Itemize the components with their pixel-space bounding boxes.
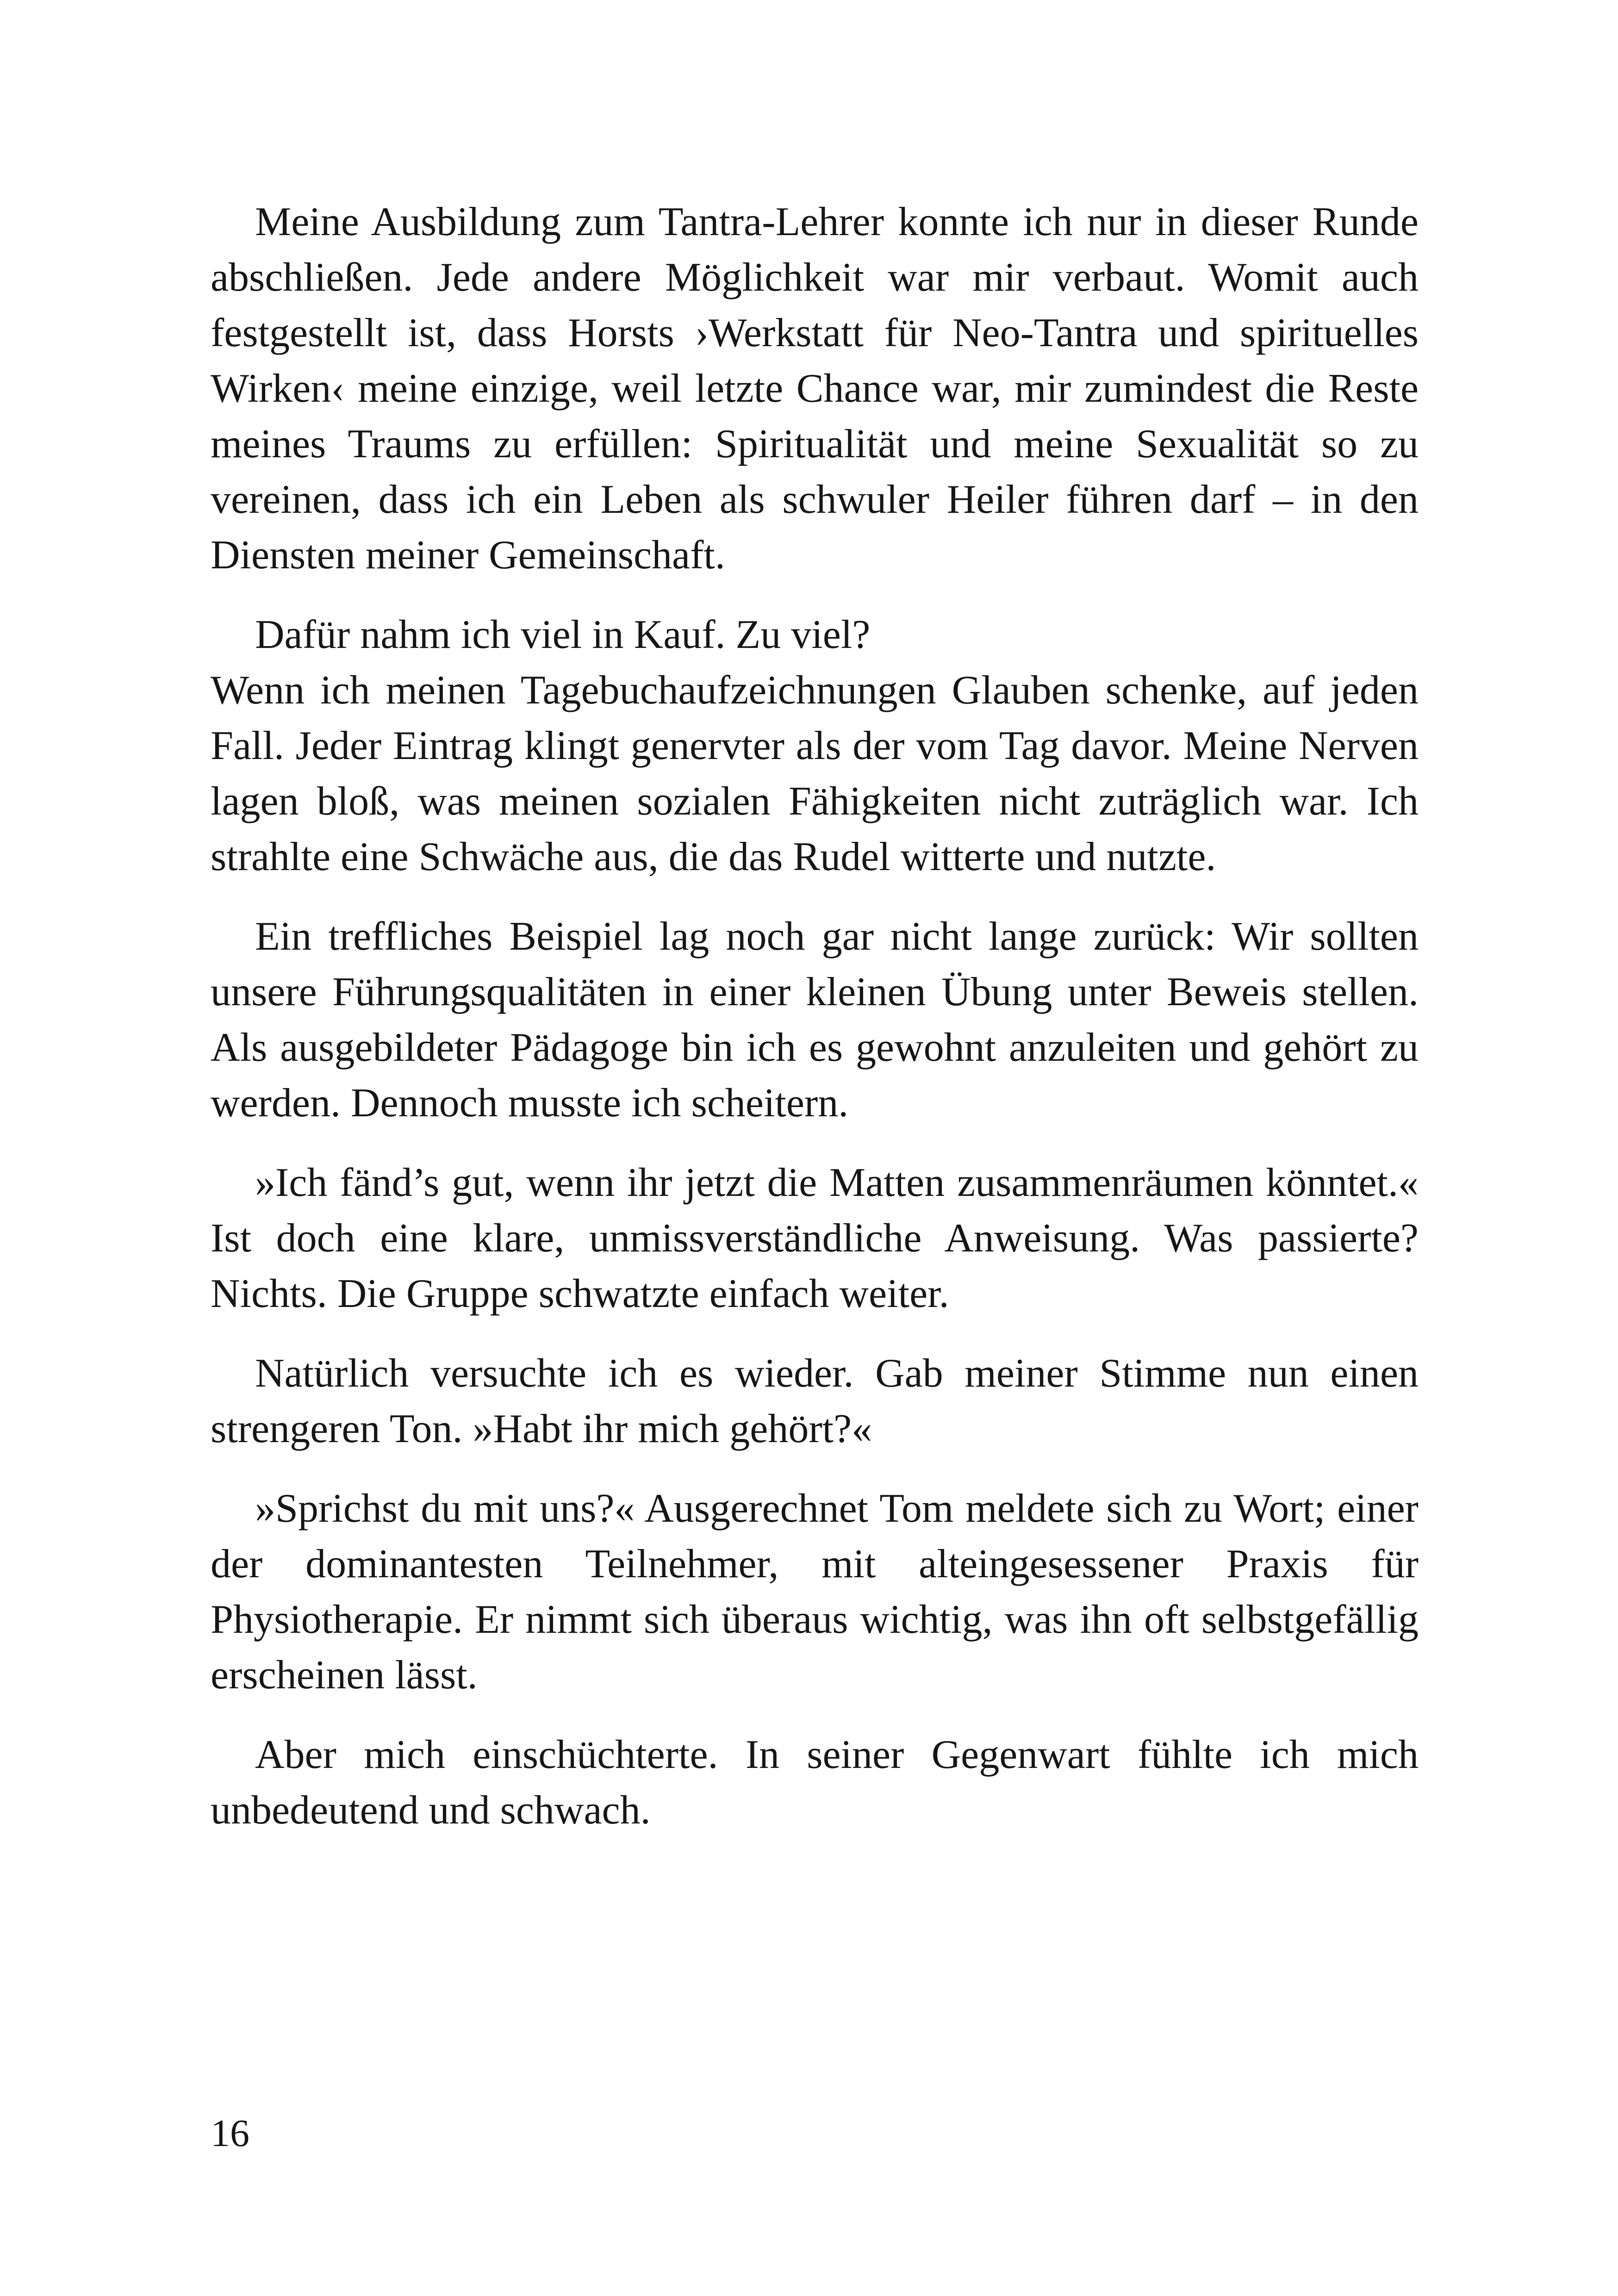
paragraph: Meine Ausbildung zum Tantra-Lehrer konnte ich nur in dieser Runde abschließen. Jede andere Möglichkeit war mir verbaut. Womit auch festgestellt ist, dass Horsts ›Werkstatt für Neo-Tantra und spirituelles Wirken‹ meine einzige, weil letzte Chance war, mir zumindest die Reste meines Traums zu erfüllen: Spiritualität und meine Sexualität so zu vereinen, dass ich ein Leben als schwuler Heiler führen darf – in den Diensten meiner Gemeinschaft. [211, 199, 1419, 578]
paragraph: »Ich fänd’s gut, wenn ihr jetzt die Matten zusammenräumen könntet.« Ist doch eine klare, unmissverständliche Anweisung. Was passierte? Nichts. Die Gruppe schwatzte einfach weiter. [211, 1160, 1419, 1316]
paragraph: »Sprichst du mit uns?« Ausgerechnet Tom meldete sich zu Wort; einer der dominantesten Teilnehmer, mit alteingesessener Praxis für Physiotherapie. Er nimmt sich überaus wichtig, was ihn oft selbstgefällig erscheinen lässt. [211, 1486, 1419, 1698]
paragraph: Aber mich einschüchterte. In seiner Gegenwart fühlte ich mich unbedeutend und schwach. [211, 1732, 1419, 1833]
paragraph: Ein treffliches Beispiel lag noch gar nicht lange zurück: Wir sollten unsere Führungsqualitäten in einer kleinen Übung unter Beweis stellen. Als ausgebildeter Pädagoge bin ich es gewohnt anzuleiten und gehört zu werden. Dennoch musste ich scheitern. [211, 914, 1419, 1126]
body-text [211, 194, 1419, 1838]
paragraph: Wenn ich meinen Tagebuchaufzeichnungen Glauben schenke, auf jeden Fall. Jeder Eintrag klingt genervter als der vom Tag davor. Meine Nerven lagen bloß, was meinen sozialen Fähigkeiten nicht zuträglich war. Ich strahlte eine Schwäche aus, die das Rudel witterte und nutzte. [211, 668, 1419, 879]
paragraph: Natürlich versuchte ich es wieder. Gab meiner Stimme nun einen strengeren Ton. »Habt ihr mich gehört?« [211, 1351, 1419, 1451]
paragraph: Dafür nahm ich viel in Kauf. Zu viel? [255, 612, 871, 657]
page-number: 16 [211, 2112, 249, 2155]
